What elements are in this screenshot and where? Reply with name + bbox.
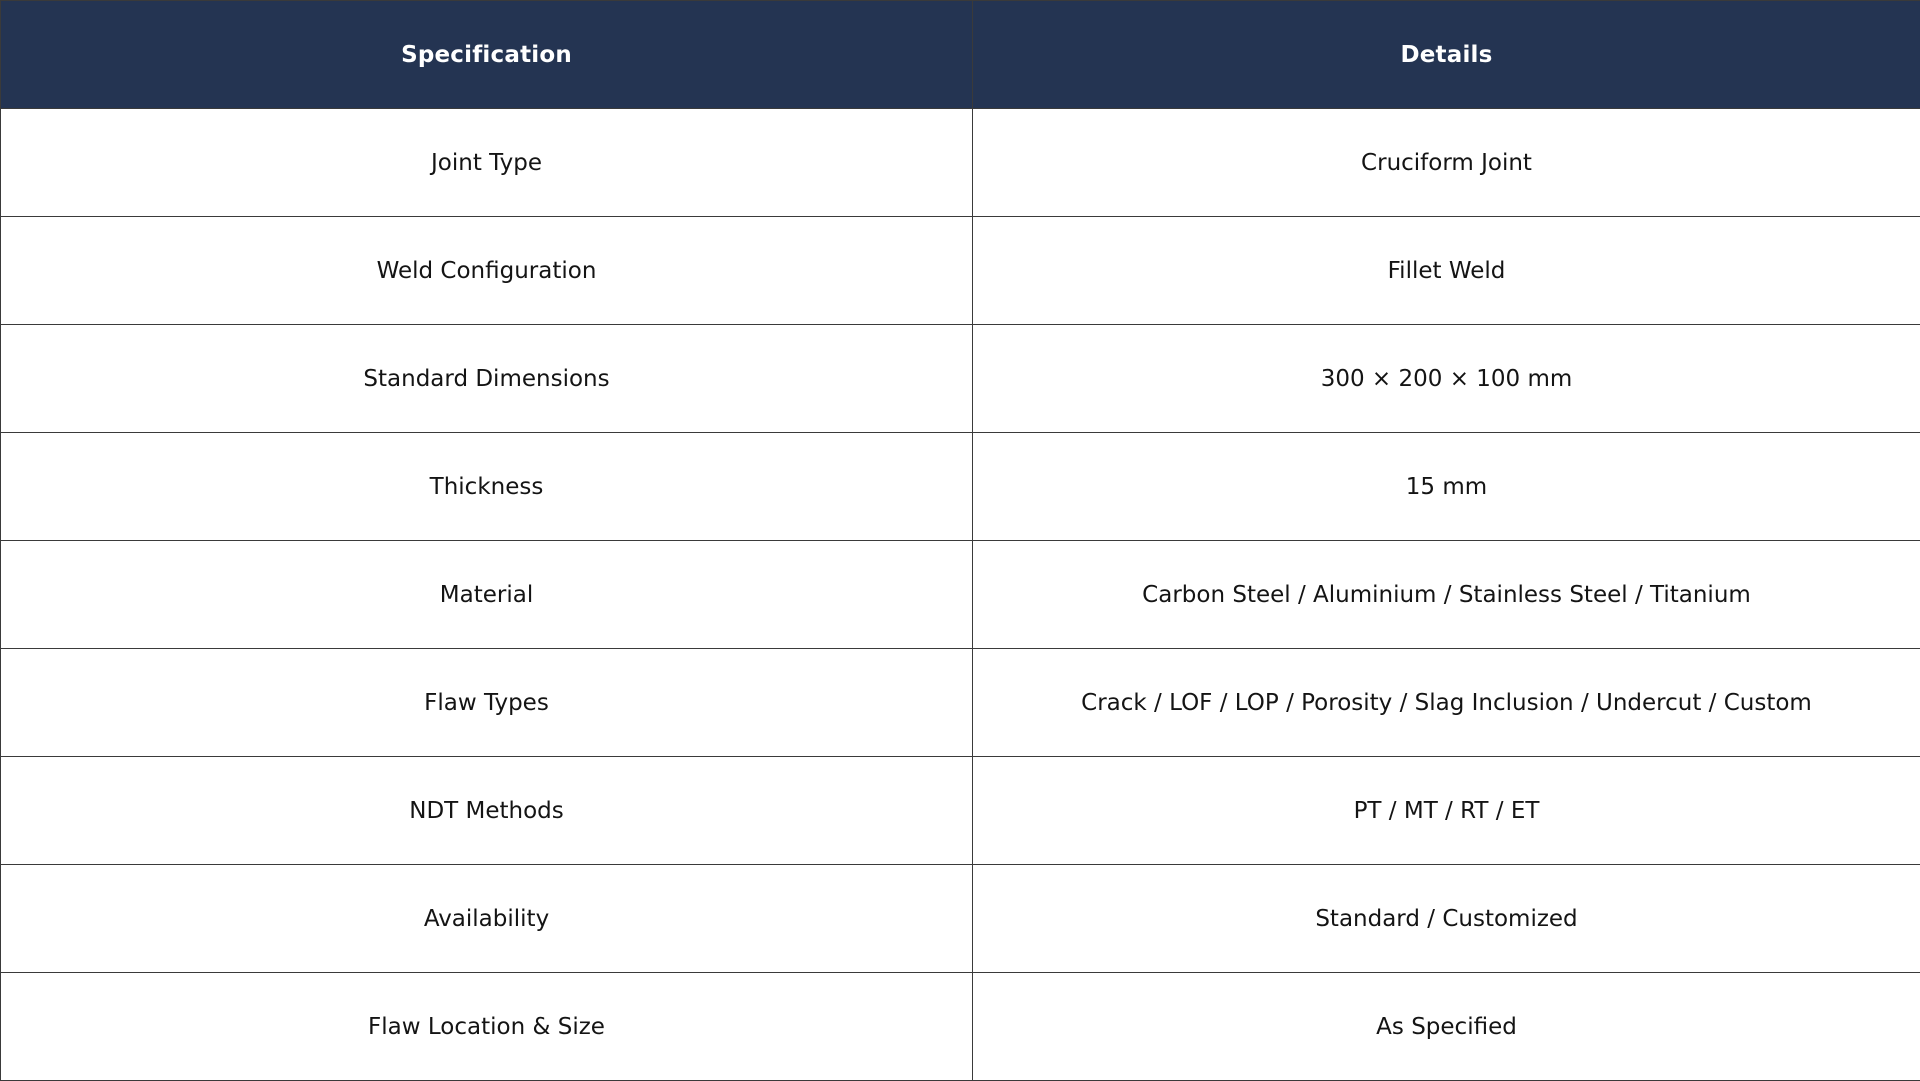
- details-cell: Cruciform Joint: [973, 109, 1920, 217]
- table-row: [1, 757, 1920, 865]
- spec-cell: Weld Configuration: [1, 217, 973, 325]
- table-row: [1, 649, 1920, 757]
- details-cell: Crack / LOF / LOP / Porosity / Slag Inclusion / Undercut / Custom: [973, 649, 1920, 757]
- spec-cell: Thickness: [1, 433, 973, 541]
- table-row: [1, 217, 1920, 325]
- table-row: [1, 865, 1920, 973]
- details-cell: PT / MT / RT / ET: [973, 757, 1920, 865]
- table-row: [1, 109, 1920, 217]
- spec-cell: Standard Dimensions: [1, 325, 973, 433]
- spec-cell: Availability: [1, 865, 973, 973]
- details-cell: Standard / Customized: [973, 865, 1920, 973]
- spec-cell: Flaw Location & Size: [1, 973, 973, 1081]
- header-details: Details: [973, 1, 1920, 109]
- table-header: [1, 1, 1920, 109]
- table-body: [1, 109, 1920, 1081]
- details-cell: 15 mm: [973, 433, 1920, 541]
- spec-cell: Material: [1, 541, 973, 649]
- details-cell: Carbon Steel / Aluminium / Stainless Steel / Titanium: [973, 541, 1920, 649]
- spec-cell: NDT Methods: [1, 757, 973, 865]
- table-row: [1, 973, 1920, 1081]
- details-cell: 300 × 200 × 100 mm: [973, 325, 1920, 433]
- header-specification: Specification: [1, 1, 973, 109]
- spec-cell: Flaw Types: [1, 649, 973, 757]
- details-cell: As Specified: [973, 973, 1920, 1081]
- table-row: [1, 541, 1920, 649]
- table-row: [1, 325, 1920, 433]
- spec-cell: Joint Type: [1, 109, 973, 217]
- details-cell: Fillet Weld: [973, 217, 1920, 325]
- table-row: [1, 433, 1920, 541]
- header-row: [1, 1, 1920, 109]
